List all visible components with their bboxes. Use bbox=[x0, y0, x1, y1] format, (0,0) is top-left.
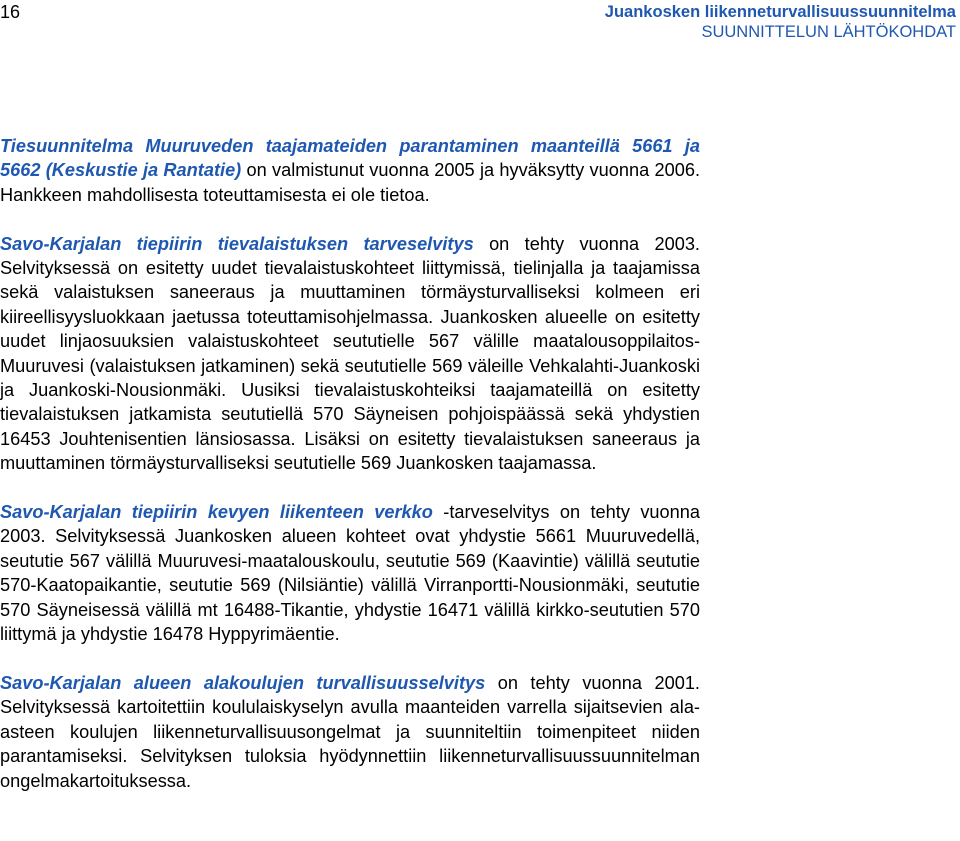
paragraph-tievalaistus bbox=[0, 232, 700, 476]
paragraph-emphasis: Tiesuunnitelma Muuruveden taajamateiden parantaminen maanteillä 5661 ja 5662 (Keskustie ja Rantatie) bbox=[0, 136, 700, 181]
paragraph-text: on tehty vuonna 2001. Selvityksessä kartoitettiin koululaiskyselyn avulla maanteiden varrella sijaitsevien ala-asteen koulujen liikenneturvallisuusongelmat ja suunniteltiin toimenpiteet niiden parantamiseksi. Selvityksen tuloksia hyödynnettiin liikenneturvallisuussuunnitelman ongelmakartoituksessa. bbox=[0, 672, 700, 791]
paragraph-text: on tehty vuonna 2003. Selvityksessä on esitetty uudet tievalaistuskohteet liittymissä, tielinjalla ja taajamissa sekä valaistuksen saneeraus ja muuttaminen törmäysturvalliseksi kolmeen eri kiireellisyysluokkaan jaetussa toteuttamisohjelmassa. Juankosken alueelle on esitetty uudet linjaosuuksien valaistuskohteet seututielle 567 välille maatalousoppilaitos-Muuruvesi (valaistuksen jatkaminen) sekä seututielle 569 väleille Vehkalahti-Juankoski ja Juankoski-Nousionmäki. Uusiksi tievalaistuskohteiksi taajamateillä on esitetty tievalaistuksen jatkamista seututiellä 570 Säyneisen pohjoispäässä sekä yhdystien 16453 Jouhtenisentien länsiosassa. Lisäksi on esitetty tievalaistuksen saneeraus ja muuttaminen törmäysturvalliseksi seututielle 569 Juankosken taajamassa. bbox=[0, 233, 700, 474]
paragraph-text: on valmistunut vuonna 2005 ja hyväksytty vuonna 2006. Hankkeen mahdollisesta toteuttamisesta ei ole tietoa. bbox=[0, 160, 700, 205]
body-text bbox=[0, 134, 700, 817]
paragraph-emphasis: Savo-Karjalan tiepiirin kevyen liikenteen verkko bbox=[0, 502, 433, 523]
paragraph-tiesuunnitelma bbox=[0, 134, 700, 207]
paragraph-emphasis: Savo-Karjalan tiepiirin tievalaistuksen tarveselvitys bbox=[0, 233, 474, 254]
paragraph-alakoulut bbox=[0, 671, 700, 793]
paragraph-kevyt-liikenne bbox=[0, 500, 700, 646]
document-section-title: SUUNNITTELUN LÄHTÖKOHDAT bbox=[701, 23, 956, 41]
paragraph-text: -tarveselvitys on tehty vuonna 2003. Selvityksessä Juankosken alueen kohteet ovat yhdystie 5661 Muuruvedellä, seututie 567 välillä Muuruvesi-maatalouskoulu, seututie 569 (Kaavintie) välillä seututie 570-Kaatopaikantie, seututie 569 (Nilsiäntie) välillä Virranportti-Nousionmäki, seututie 570 Säyneisessä välillä mt 16488-Tikantie, yhdystie 16471 välillä kirkko-seututien 570 liittymä ja yhdystie 16478 Hyppyrimäentie. bbox=[0, 502, 701, 645]
page-number: 16 bbox=[0, 2, 21, 22]
document-title: Juankosken liikenneturvallisuussuunnitelma bbox=[604, 3, 956, 21]
paragraph-emphasis: Savo-Karjalan alueen alakoulujen turvallisuusselvitys bbox=[0, 672, 486, 693]
